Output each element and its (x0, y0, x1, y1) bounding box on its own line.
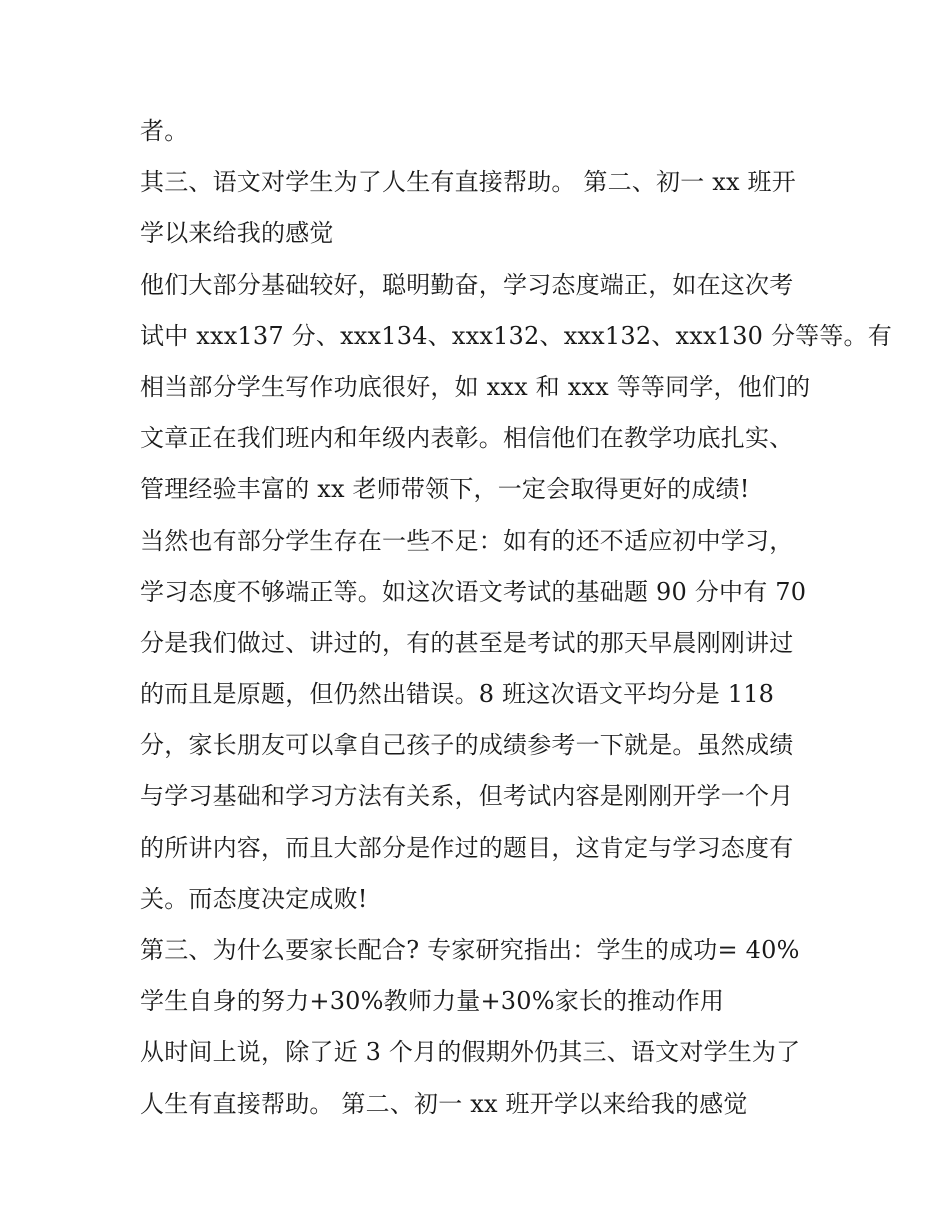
text-line: 关。而态度决定成败! (140, 884, 368, 913)
text-line: 管理经验丰富的 xx 老师带领下，一定会取得更好的成绩! (140, 475, 750, 504)
text-line: 学习态度不够端正等。如这次语文考试的基础题 90 分中有 70 (140, 577, 807, 606)
text-line: 文章正在我们班内和年级内表彰。相信他们在教学功底扎实、 (140, 424, 794, 453)
text-line: 的而且是原题，但仍然出错误。8 班这次语文平均分是 118 (140, 680, 775, 709)
text-line: 当然也有部分学生存在一些不足：如有的还不适应初中学习， (140, 526, 794, 555)
text-line: 学生自身的努力+30%教师力量+30%家长的推动作用 (140, 987, 725, 1016)
text-line: 学以来给我的感觉 (140, 219, 334, 248)
text-line: 从时间上说，除了近 3 个月的假期外仍其三、语文对学生为了 (140, 1038, 801, 1067)
text-line: 的所讲内容，而且大部分是作过的题目，这肯定与学习态度有 (140, 833, 794, 862)
text-line: 试中 xxx137 分、xxx134、xxx132、xxx132、xxx130 分等等。有 (140, 321, 892, 350)
text-line: 相当部分学生写作功底很好，如 xxx 和 xxx 等等同学，他们的 (140, 372, 811, 401)
text-line: 第三、为什么要家长配合? 专家研究指出：学生的成功= 40% (140, 936, 800, 964)
text-line: 分，家长朋友可以拿自己孩子的成绩参考一下就是。虽然成绩 (140, 731, 794, 760)
text-line: 分是我们做过、讲过的，有的甚至是考试的那天早晨刚刚讲过 (140, 628, 794, 657)
text-line: 人生有直接帮助。 第二、初一 xx 班开学以来给我的感觉 (140, 1089, 748, 1118)
body-text (140, 106, 892, 1130)
text-line: 其三、语文对学生为了人生有直接帮助。 第二、初一 xx 班开 (140, 168, 796, 197)
text-line: 者。 (140, 117, 189, 145)
text-line: 与学习基础和学习方法有关系，但考试内容是刚刚开学一个月 (140, 782, 794, 811)
text-line: 他们大部分基础较好，聪明勤奋，学习态度端正，如在这次考 (140, 270, 794, 299)
